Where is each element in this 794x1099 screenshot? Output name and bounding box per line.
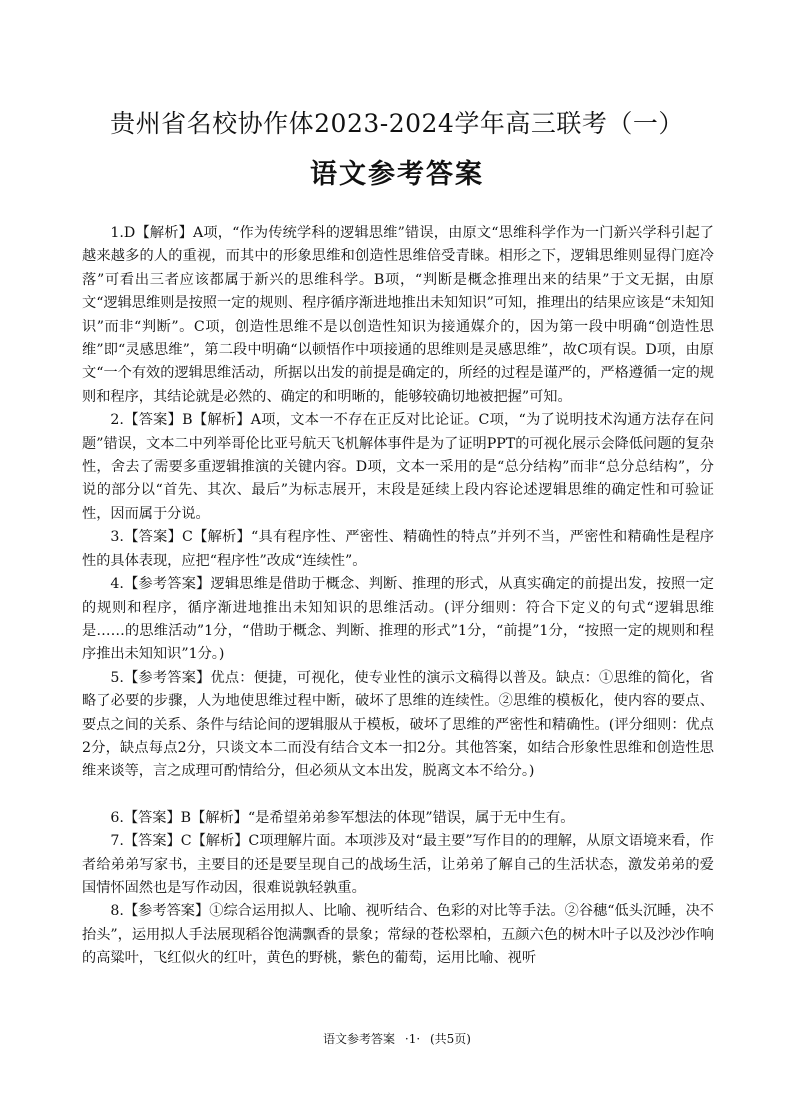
footer-doc-name: 语文参考答案 — [323, 1032, 396, 1046]
answer-5: 5.【参考答案】优点：便捷，可视化，使专业性的演示文稿得以普及。缺点：①思维的简化，省略了必要的步骤，人为地使思维过程中断，破坏了思维的连续性。②思维的模板化，使内容的要点、要点之间的关系、条件与结论间的逻辑服从于模板，破坏了思维的严密性和精确性。(评分细则：优点2分，缺点每点2分，只谈文本二而没有结合文本一扣2分。其他答案，如结合形象性思维和创造性思维来谈等，言之成理可酌情给分，但必须从文本出发，脱离文本不给分。) — [82, 669, 714, 780]
footer-page-total: (共5页) — [429, 1032, 471, 1046]
answer-1: 1.D【解析】A项，“作为传统学科的逻辑思维”错误，由原文“思维科学作为一门新兴学科引起了越来越多的人的重视，而其中的形象思维和创造性思维倍受青睐。相形之下，逻辑思维则显得门庭冷落”可看出三者应该都属于新兴的思维科学。B项，“判断是概念推理出来的结果”于文无据，由原文“逻辑思维则是按照一定的规则、程序循序渐进地推出未知知识”可知，推理出的结果应该是“未知知识”而非“判断”。C项，创造性思维不是以创造性知识为接通媒介的，因为第一段中明确“创造性思维”即“灵感思维”，第二段中明确“以顿悟作中项接通的思维则是灵感思维”，故C项有误。D项，由原文“一个有效的逻辑思维活动，所据以出发的前提是确定的，所经的过程是谨严的，严格遵循一定的规则和程序，其结论就是必然的、确定的和明晰的，能够较确切地被把握”可知。 — [82, 225, 714, 405]
answer-7: 7.【答案】C【解析】C项理解片面。本项涉及对“最主要”写作目的的理解，从原文语境来看，作者给弟弟写家书，主要目的还是要呈现自己的战场生活，让弟弟了解自己的生活状态，激发弟弟的爱国情怀固然也是写作动因，很难说孰轻孰重。 — [82, 833, 714, 896]
page-subtitle: 语文参考答案 — [310, 159, 484, 190]
answer-3: 3.【答案】C【解析】“具有程序性、严密性、精确性的特点”并列不当，严密性和精确性是程序性的具体表现，应把“程序性”改成“连续性”。 — [82, 529, 714, 569]
footer-page-number: ·1· — [404, 1032, 421, 1046]
answer-6: 6.【答案】B【解析】“是希望弟弟参军想法的体现”错误，属于无中生有。 — [110, 809, 575, 826]
answer-4: 4.【参考答案】逻辑思维是借助于概念、判断、推理的形式，从真实确定的前提出发，按照一定的规则和程序，循序渐进地推出未知知识的思维活动。(评分细则：符合下定义的句式“逻辑思维是……的思维活动”1分，“借助于概念、判断、推理的形式”1分，“前提”1分，“按照一定的规则和程序推出未知知识”1分。) — [82, 576, 714, 663]
page-footer — [0, 1030, 794, 1047]
page-title: 贵州省名校协作体2023-2024学年高三联考（一） — [110, 109, 684, 138]
answer-8: 8.【参考答案】①综合运用拟人、比喻、视听结合、色彩的对比等手法。②谷穗“低头沉睡，决不抬头”，运用拟人手法展现稻谷饱满飘香的景象；常绿的苍松翠柏，五颜六色的树木叶子以及沙沙作响的高粱叶，飞红似火的红叶，黄色的野桃，紫色的葡萄，运用比喻、视听 — [82, 903, 714, 967]
answer-2: 2.【答案】B【解析】A项，文本一不存在正反对比论证。C项，“为了说明技术沟通方法存在问题”错误，文本二中列举哥伦比亚号航天飞机解体事件是为了证明PPT的可视化展示会降低问题的复杂性，舍去了需要多重逻辑推演的关键内容。D项，文本一采用的是“总分结构”而非“总分总结构”，分说的部分以“首先、其次、最后”为标志展开，末段是延续上段内容论述逻辑思维的确定性和可验证性，因而属于分说。 — [82, 412, 714, 522]
section-gap — [82, 784, 714, 807]
answer-body — [82, 222, 714, 971]
